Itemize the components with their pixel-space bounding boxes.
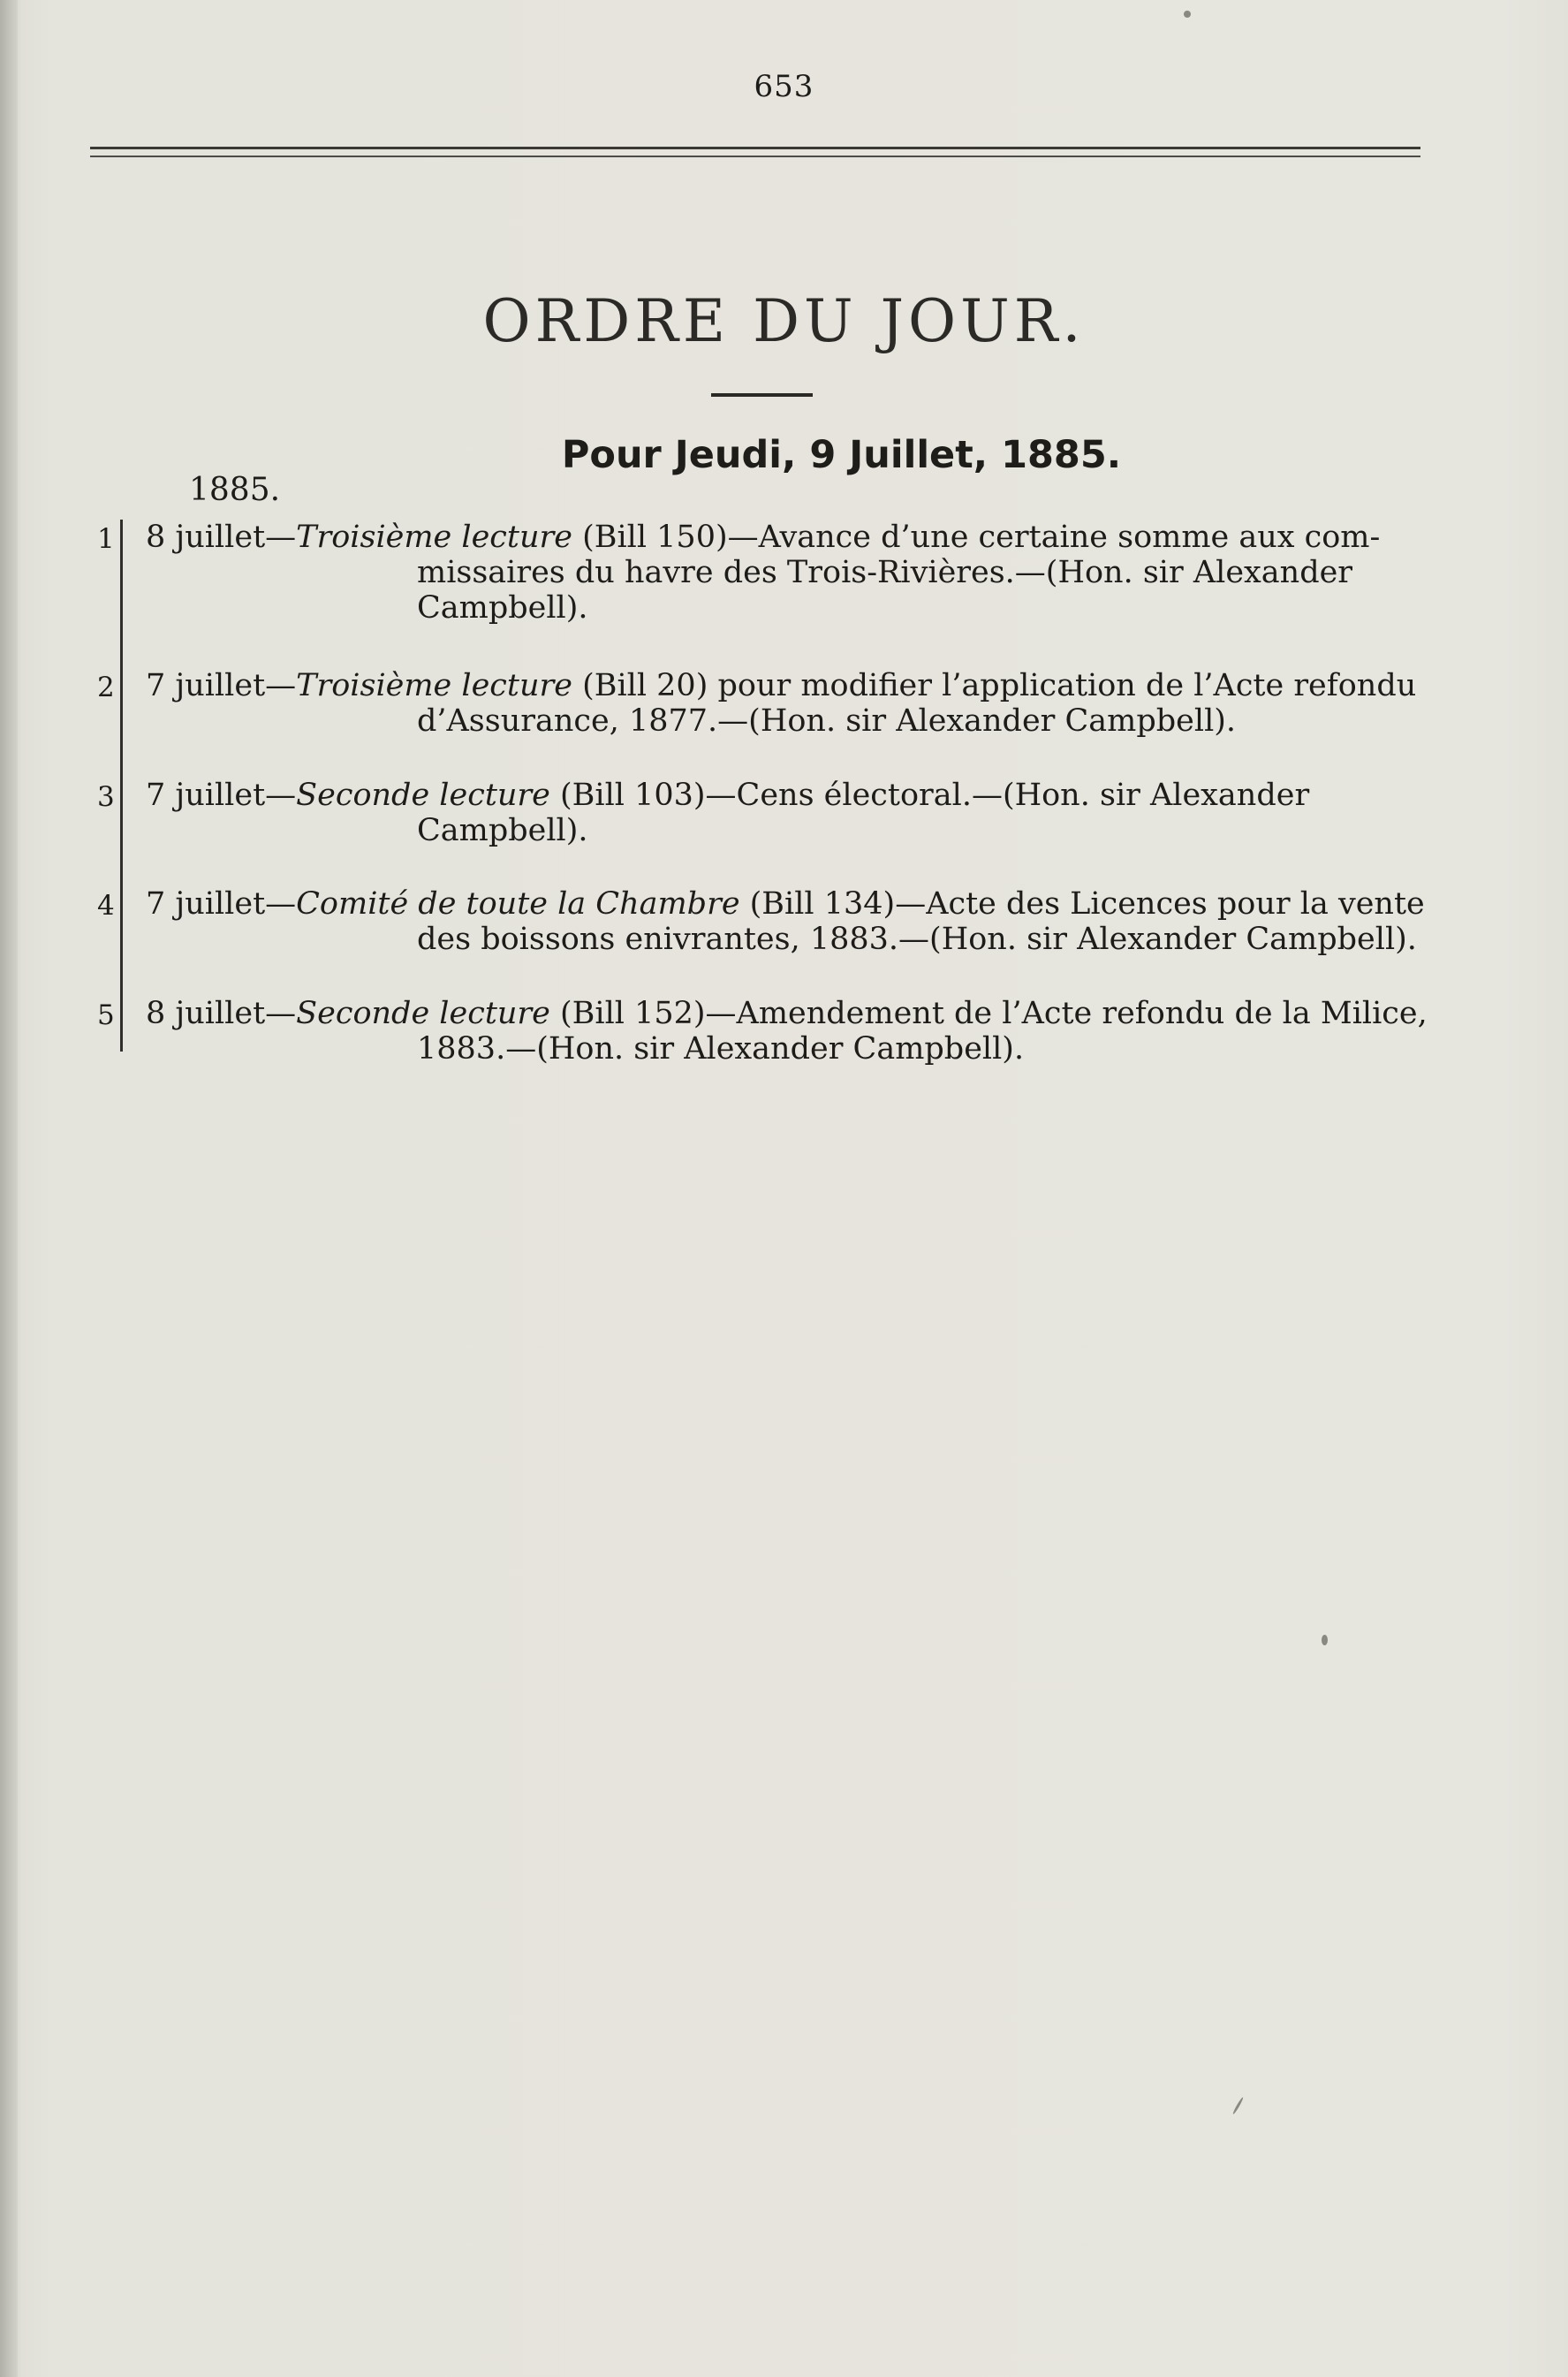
- item-continuation: Campbell).: [417, 813, 588, 848]
- item-reading: Comité de toute la Chambre: [296, 886, 740, 922]
- item-date: 8 juillet—: [146, 520, 297, 555]
- item-description: (Bill 134)—Acte des Licences pour la vente: [739, 886, 1425, 922]
- page-spine-shadow: [0, 0, 18, 2377]
- item-reading: Seconde lecture: [296, 996, 550, 1031]
- margin-rule: [120, 520, 123, 1052]
- item-number: 1: [97, 523, 115, 555]
- item-first-line: [146, 778, 1432, 813]
- item-description: (Bill 152)—Amendement de l’Acte refondu de la Milice,: [549, 996, 1428, 1031]
- paper-speck: [1184, 11, 1191, 18]
- item-date: 7 juillet—: [146, 886, 297, 922]
- item-text: [146, 996, 1432, 1067]
- item-first-line: [146, 996, 1432, 1031]
- paper-speck: [1322, 1635, 1328, 1645]
- header-rule: [90, 147, 1420, 149]
- year-label: 1885.: [189, 472, 281, 508]
- item-reading: Seconde lecture: [296, 778, 550, 813]
- item-number: 2: [97, 672, 115, 703]
- item-description: (Bill 103)—Cens électoral.—(Hon. sir Alexander: [549, 778, 1310, 813]
- item-text: [146, 778, 1432, 848]
- item-date: 8 juillet—: [146, 996, 297, 1031]
- header-rule-secondary: [90, 156, 1420, 157]
- item-reading: Troisième lecture: [296, 668, 572, 703]
- item-reading: Troisième lecture: [296, 520, 572, 555]
- title-divider: [711, 393, 813, 397]
- page-number: 653: [754, 69, 814, 104]
- item-first-line: [146, 886, 1432, 922]
- item-continuation: des boissons enivrantes, 1883.—(Hon. sir Alexander Campbell).: [417, 922, 1417, 957]
- item-continuation: Campbell).: [417, 590, 588, 626]
- item-first-line: [146, 520, 1432, 555]
- item-number: 5: [97, 999, 115, 1031]
- item-number: 3: [97, 781, 115, 813]
- item-date: 7 juillet—: [146, 778, 297, 813]
- item-description: (Bill 20) pour modifier l’application de l’Acte refondu: [572, 668, 1417, 703]
- paper-speck: [1232, 2097, 1245, 2115]
- item-description: (Bill 150)—Avance d’une certaine somme aux com-: [572, 520, 1381, 555]
- page-subtitle: Pour Jeudi, 9 Juillet, 1885.: [561, 433, 1122, 477]
- item-number: 4: [97, 890, 115, 922]
- item-first-line: [146, 668, 1432, 703]
- item-text: [146, 520, 1432, 626]
- item-text: [146, 668, 1432, 739]
- item-date: 7 juillet—: [146, 668, 297, 703]
- item-text: [146, 886, 1432, 957]
- item-continuation: d’Assurance, 1877.—(Hon. sir Alexander Campbell).: [417, 703, 1237, 739]
- page-title: ORDRE DU JOUR.: [482, 287, 1086, 355]
- item-continuation: missaires du havre des Trois-Rivières.—(Hon. sir Alexander: [417, 555, 1353, 590]
- item-continuation: 1883.—(Hon. sir Alexander Campbell).: [417, 1031, 1025, 1067]
